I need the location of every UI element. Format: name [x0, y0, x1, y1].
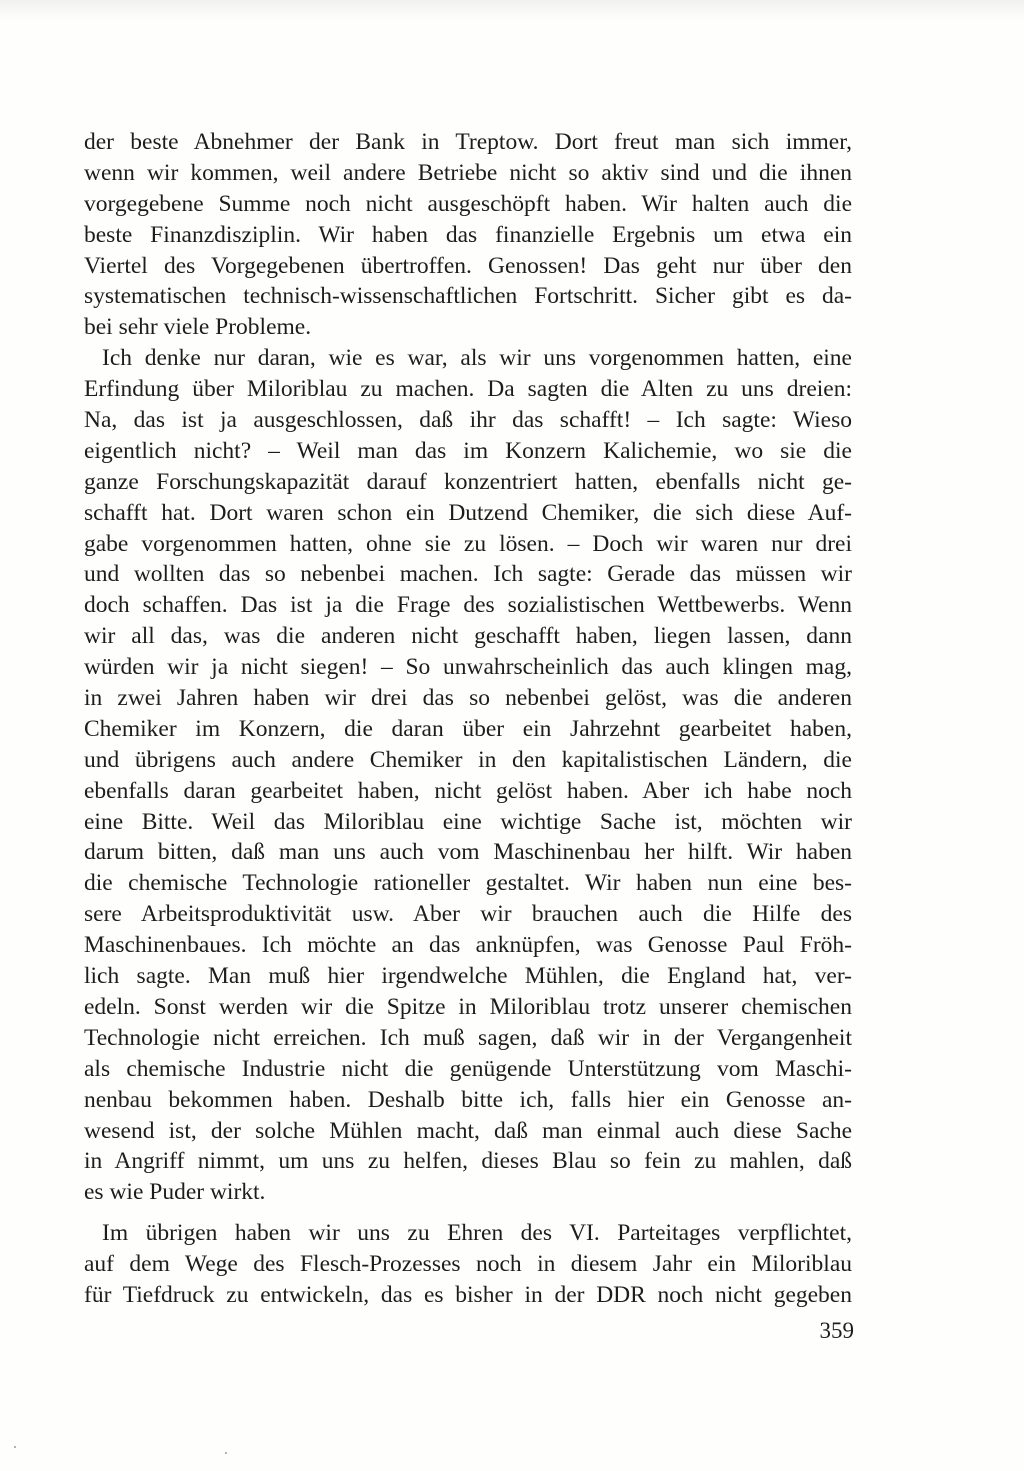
text-line: es wie Puder wirkt.	[84, 1179, 266, 1206]
text-line: wir all das, was die anderen nicht geschafft haben, liegen lassen, dann	[84, 623, 852, 650]
text-line: Maschinenbaues. Ich möchte an das anknüpfen, was Genosse Paul Fröh-	[84, 932, 852, 959]
text-line: eine Bitte. Weil das Miloriblau eine wichtige Sache ist, möchten wir	[84, 808, 852, 835]
text-line: wesend ist, der solche Mühlen macht, daß man einmal auch diese Sache	[84, 1117, 852, 1144]
text-line: vorgegebene Summe noch nicht ausgeschöpft haben. Wir halten auch die	[84, 190, 852, 217]
text-line: ebenfalls daran gearbeitet haben, nicht gelöst haben. Aber ich habe noch	[84, 777, 852, 804]
text-line: Technologie nicht erreichen. Ich muß sagen, daß wir in der Vergangenheit	[84, 1024, 852, 1051]
text-line: eigentlich nicht? – Weil man das im Konzern Kalichemie, wo sie die	[84, 437, 852, 464]
text-line: systematischen technisch-wissenschaftlichen Fortschritt. Sicher gibt es da-	[84, 283, 852, 310]
scan-speck	[14, 1446, 16, 1448]
paragraph	[84, 1218, 852, 1311]
body-text	[84, 127, 852, 1311]
text-line: doch schaffen. Das ist ja die Frage des sozialistischen Wettbewerbs. Wenn	[84, 592, 852, 619]
text-line: lich sagte. Man muß hier irgendwelche Mühlen, die England hat, ver-	[84, 963, 852, 990]
text-line: Chemiker im Konzern, die daran über ein Jahrzehnt gearbeitet haben,	[84, 715, 852, 742]
text-line: als chemische Industrie nicht die genügende Unterstützung vom Maschi-	[84, 1055, 852, 1082]
paragraph-gap	[84, 1208, 852, 1218]
scan-edge	[0, 0, 1024, 22]
text-line: Ich denke nur daran, wie es war, als wir uns vorgenommen hatten, eine	[102, 345, 852, 372]
page-number: 359	[819, 1318, 854, 1343]
text-line: auf dem Wege des Flesch-Prozesses noch in diesem Jahr ein Miloriblau	[84, 1251, 852, 1278]
text-line: der beste Abnehmer der Bank in Treptow. Dort freut man sich immer,	[84, 129, 852, 155]
text-line: in Angriff nimmt, um uns zu helfen, dieses Blau so fein zu mahlen, daß	[84, 1148, 852, 1175]
text-line: gabe vorgenommen hatten, ohne sie zu lösen. – Doch wir waren nur drei	[84, 530, 852, 557]
text-line: wenn wir kommen, weil andere Betriebe nicht so aktiv sind und die ihnen	[84, 159, 852, 186]
text-line: die chemische Technologie rationeller gestaltet. Wir haben nun eine bes-	[84, 870, 852, 897]
scan-speck	[225, 1452, 227, 1454]
text-line: Erfindung über Miloriblau zu machen. Da sagten die Alten zu uns dreien:	[84, 376, 852, 403]
paragraph	[84, 343, 852, 1208]
paragraph	[84, 127, 852, 343]
text-line: nenbau bekommen haben. Deshalb bitte ich, falls hier ein Genosse an-	[84, 1086, 852, 1113]
text-line: Im übrigen haben wir uns zu Ehren des VI. Parteitages verpflichtet,	[102, 1220, 852, 1247]
text-line: schafft hat. Dort waren schon ein Dutzend Chemiker, die sich diese Auf-	[84, 499, 852, 526]
text-line: in zwei Jahren haben wir drei das so nebenbei gelöst, was die anderen	[84, 685, 852, 712]
text-line: edeln. Sonst werden wir die Spitze in Miloriblau trotz unserer chemischen	[84, 993, 852, 1020]
text-line: Na, das ist ja ausgeschlossen, daß ihr das schafft! – Ich sagte: Wieso	[84, 407, 852, 434]
text-line: darum bitten, daß man uns auch vom Maschinenbau her hilft. Wir haben	[84, 839, 852, 866]
text-line: und wollten das so nebenbei machen. Ich sagte: Gerade das müssen wir	[84, 561, 852, 588]
text-line: und übrigens auch andere Chemiker in den kapitalistischen Ländern, die	[84, 746, 852, 773]
text-line: bei sehr viele Probleme.	[84, 314, 312, 341]
text-line: beste Finanzdisziplin. Wir haben das finanzielle Ergebnis um etwa ein	[84, 221, 852, 248]
text-line: ganze Forschungskapazität darauf konzentriert hatten, ebenfalls nicht ge-	[84, 468, 852, 495]
text-line: sere Arbeitsproduktivität usw. Aber wir brauchen auch die Hilfe des	[84, 901, 852, 928]
text-line: für Tiefdruck zu entwickeln, das es bisher in der DDR noch nicht gegeben	[84, 1281, 852, 1308]
text-line: Viertel des Vorgegebenen übertroffen. Genossen! Das geht nur über den	[84, 252, 852, 279]
text-line: würden wir ja nicht siegen! – So unwahrscheinlich das auch klingen mag,	[84, 654, 852, 681]
